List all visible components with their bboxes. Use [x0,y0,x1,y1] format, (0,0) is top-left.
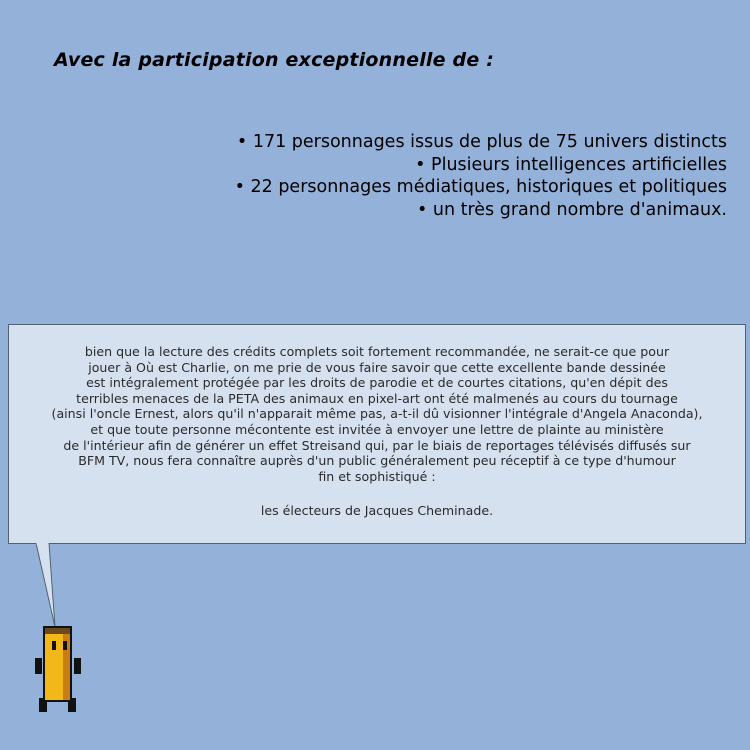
bubble-punchline: les électeurs de Jacques Cheminade. [260,503,494,518]
speech-bubble-tail [36,543,60,629]
credit-item: • 171 personnages issus de plus de 75 univers distincts [235,131,727,154]
speech-bubble [8,324,746,544]
credits-heading: Avec la participation exceptionnelle de : [54,49,495,71]
pixel-character-icon [33,626,85,716]
credit-item: • 22 personnages médiatiques, historiques et politiques [235,176,727,199]
credit-item: • Plusieurs intelligences artificielles [235,154,727,177]
bubble-text: bien que la lecture des crédits complets soit fortement recommandée, ne serait-ce que pour jouer à Où est Charlie, on me prie de vous faire savoir que cette excellente bande dessinée est intégralement protégée par les droits de parodie et de courtes citations, qu'en dépit des terribles menaces de la PETA des animaux en pixel-art ont été malmenés au cours du tournage (ainsi l'oncle Ernest, alors qu'il n'apparait même pas, a-t-il dû visionner l'intégrale d'Angela Anaconda), et que toute personne mécontente est invitée à envoyer une lettre de plainte au ministère de l'intérieur afin de générer un effet Streisand qui, par le biais de reportages télévisés diffusés sur BFM TV, nous fera connaître auprès d'un public généralement peu réceptif à ce type d'humour fin et sophistiqué : [51,344,703,484]
credit-item: • un très grand nombre d'animaux. [235,199,727,222]
credits-list [235,131,727,221]
